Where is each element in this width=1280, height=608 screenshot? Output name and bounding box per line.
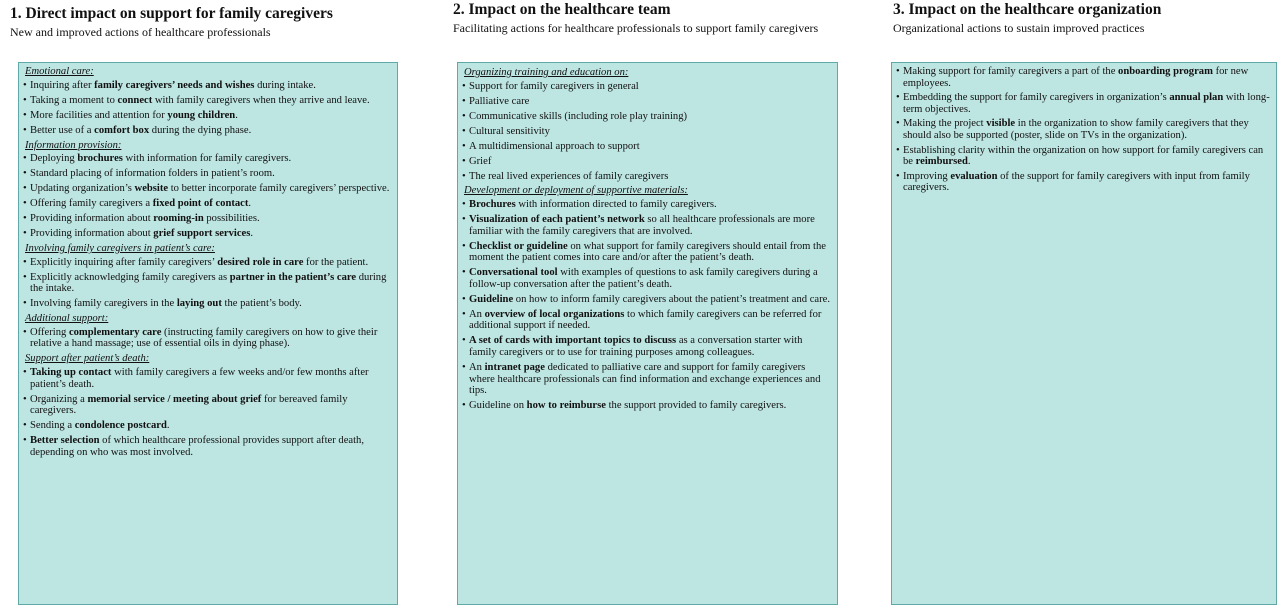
bullet-item: • Involving family caregivers in the laying out the patient’s body. (23, 298, 391, 310)
emphasis: young children (167, 109, 236, 121)
emphasis: onboarding program (1118, 66, 1213, 77)
bullet-item: • Establishing clarity within the organization on how support for family caregivers can be reimbursed. (896, 145, 1270, 168)
emphasis: brochures (77, 153, 123, 165)
bullet-item: • Explicitly acknowledging family caregivers as partner in the patient’s care during the intake. (23, 272, 391, 295)
bullet-item: • Improving evaluation of the support for family caregivers with input from family caregivers. (896, 171, 1270, 194)
column-subtitle: Facilitating actions for healthcare professionals to support family caregivers (453, 21, 819, 35)
bullet-item: • Visualization of each patient’s network so all healthcare professionals are more familiar with the family caregivers that are involved. (462, 214, 831, 237)
direct-impact-box (18, 62, 398, 605)
emphasis: memorial service / meeting about grief (87, 393, 262, 405)
emphasis: reimbursed (915, 156, 968, 168)
emphasis: how to reimburse (526, 400, 606, 412)
bullet-item: • Guideline on how to reimburse the support provided to family caregivers. (462, 400, 831, 412)
emphasis: rooming-in (153, 213, 204, 225)
bullet-item: • Support for family caregivers in general (462, 81, 831, 93)
column-subtitle: New and improved actions of healthcare professionals (10, 25, 271, 39)
bullet-item: • Offering complementary care (instructing family caregivers on how to give their relative a hand massage; use of essential oils in dying phase). (23, 327, 391, 350)
bullet-item: • Sending a condolence postcard. (23, 420, 391, 432)
bullet-item: • Brochures with information directed to family caregivers. (462, 199, 831, 211)
bullet-item: • Grief (462, 156, 831, 168)
emphasis: family caregivers’ needs and wishes (94, 79, 255, 91)
bullet-item: • Embedding the support for family caregivers in organization’s annual plan with long-term objectives. (896, 92, 1270, 115)
emphasis: Checklist or guideline (469, 240, 568, 252)
bullet-item: • Explicitly inquiring after family caregivers’ desired role in care for the patient. (23, 257, 391, 269)
emphasis: Taking up contact (30, 366, 112, 378)
bullet-item: • More facilities and attention for young children. (23, 110, 391, 122)
bullet-item: • Better selection of which healthcare professional provides support after death, depending on who was most involved. (23, 435, 391, 458)
bullet-item: • An overview of local organizations to which family caregivers can be referred for additional support if needed. (462, 309, 831, 332)
bullet-item: • Cultural sensitivity (462, 126, 831, 138)
section-heading: Development or deployment of supportive materials: (464, 185, 688, 197)
bullet-item: • Taking a moment to connect with family caregivers when they arrive and leave. (23, 95, 391, 107)
bullet-item: • Updating organization’s website to better incorporate family caregivers’ perspective. (23, 183, 391, 195)
bullet-item: • An intranet page dedicated to palliative care and support for family caregivers where healthcare professionals can find information and exchange experiences and tips. (462, 362, 831, 397)
healthcare-team-box (457, 62, 838, 605)
emphasis: partner in the patient’s care (229, 271, 357, 283)
bullet-item: • Conversational tool with examples of questions to ask family caregivers during a follow-up conversation after the patient’s death. (462, 267, 831, 290)
emphasis: visible (986, 118, 1016, 130)
emphasis: overview of local organizations (484, 308, 625, 320)
section-heading: Information provision: (25, 139, 122, 151)
column-direct-impact (10, 0, 400, 40)
bullet-item: • A multidimensional approach to support (462, 141, 831, 153)
healthcare-organization-box (891, 62, 1277, 605)
emphasis: laying out (176, 298, 222, 310)
column-title: 3. Impact on the healthcare organization (893, 1, 1162, 18)
column-healthcare-organization (893, 0, 1278, 36)
emphasis: complementary care (68, 326, 162, 338)
bullet-item: • The real lived experiences of family caregivers (462, 171, 831, 183)
bullet-item: • Communicative skills (including role play training) (462, 111, 831, 123)
emphasis: desired role in care (217, 256, 304, 268)
emphasis: connect (117, 94, 153, 106)
emphasis: fixed point of contact (152, 198, 249, 210)
emphasis: Guideline (469, 293, 514, 305)
emphasis: Conversational tool (469, 267, 558, 279)
bullet-item: • Providing information about grief support services. (23, 228, 391, 240)
emphasis: A set of cards with important topics to discuss (469, 335, 677, 347)
emphasis: Visualization of each patient’s network (469, 214, 645, 226)
bullet-item: • Checklist or guideline on what support for family caregivers should entail from the moment the patient comes into care and/or after the patient’s death. (462, 241, 831, 264)
bullet-item: • Better use of a comfort box during the dying phase. (23, 125, 391, 137)
emphasis: comfort box (94, 124, 150, 136)
emphasis: annual plan (1169, 92, 1224, 104)
emphasis: Brochures (469, 199, 516, 211)
emphasis: grief support services (153, 228, 251, 240)
bullet-item: • Standard placing of information folders in patient’s room. (23, 168, 391, 180)
bullet-item: • A set of cards with important topics to discuss as a conversation starter with family caregivers or to use for training purposes among colleagues. (462, 335, 831, 358)
section-heading: Emotional care: (25, 66, 94, 77)
bullet-item: • Deploying brochures with information for family caregivers. (23, 153, 391, 165)
bullet-item: • Taking up contact with family caregivers a few weeks and/or few months after patient’s death. (23, 367, 391, 390)
bullet-item: • Guideline on how to inform family caregivers about the patient’s treatment and care. (462, 294, 831, 306)
bullet-item: • Inquiring after family caregivers’ needs and wishes during intake. (23, 80, 391, 92)
section-heading: Involving family caregivers in patient’s care: (25, 243, 215, 255)
column-title: 2. Impact on the healthcare team (453, 1, 671, 18)
column-healthcare-team (453, 0, 838, 36)
column-title: 1. Direct impact on support for family caregivers (10, 5, 333, 22)
bullet-item: • Palliative care (462, 96, 831, 108)
section-heading: Organizing training and education on: (464, 67, 629, 78)
emphasis: website (134, 183, 169, 195)
bullet-item: • Offering family caregivers a fixed point of contact. (23, 198, 391, 210)
emphasis: evaluation (950, 170, 998, 182)
bullet-item: • Organizing a memorial service / meeting about grief for bereaved family caregivers. (23, 394, 391, 417)
section-heading: Support after patient’s death: (25, 353, 150, 365)
bullet-item: • Providing information about rooming-in possibilities. (23, 213, 391, 225)
section-heading: Additional support: (25, 313, 109, 325)
bullet-item: • Making the project visible in the organization to show family caregivers that they should also be supported (poster, slide on TVs in the organization). (896, 118, 1270, 141)
bullet-item: • Making support for family caregivers a part of the onboarding program for new employees. (896, 66, 1270, 89)
emphasis: condolence postcard (74, 420, 167, 432)
emphasis: Better selection (30, 435, 100, 447)
column-subtitle: Organizational actions to sustain improved practices (893, 21, 1145, 35)
emphasis: intranet page (484, 361, 545, 373)
